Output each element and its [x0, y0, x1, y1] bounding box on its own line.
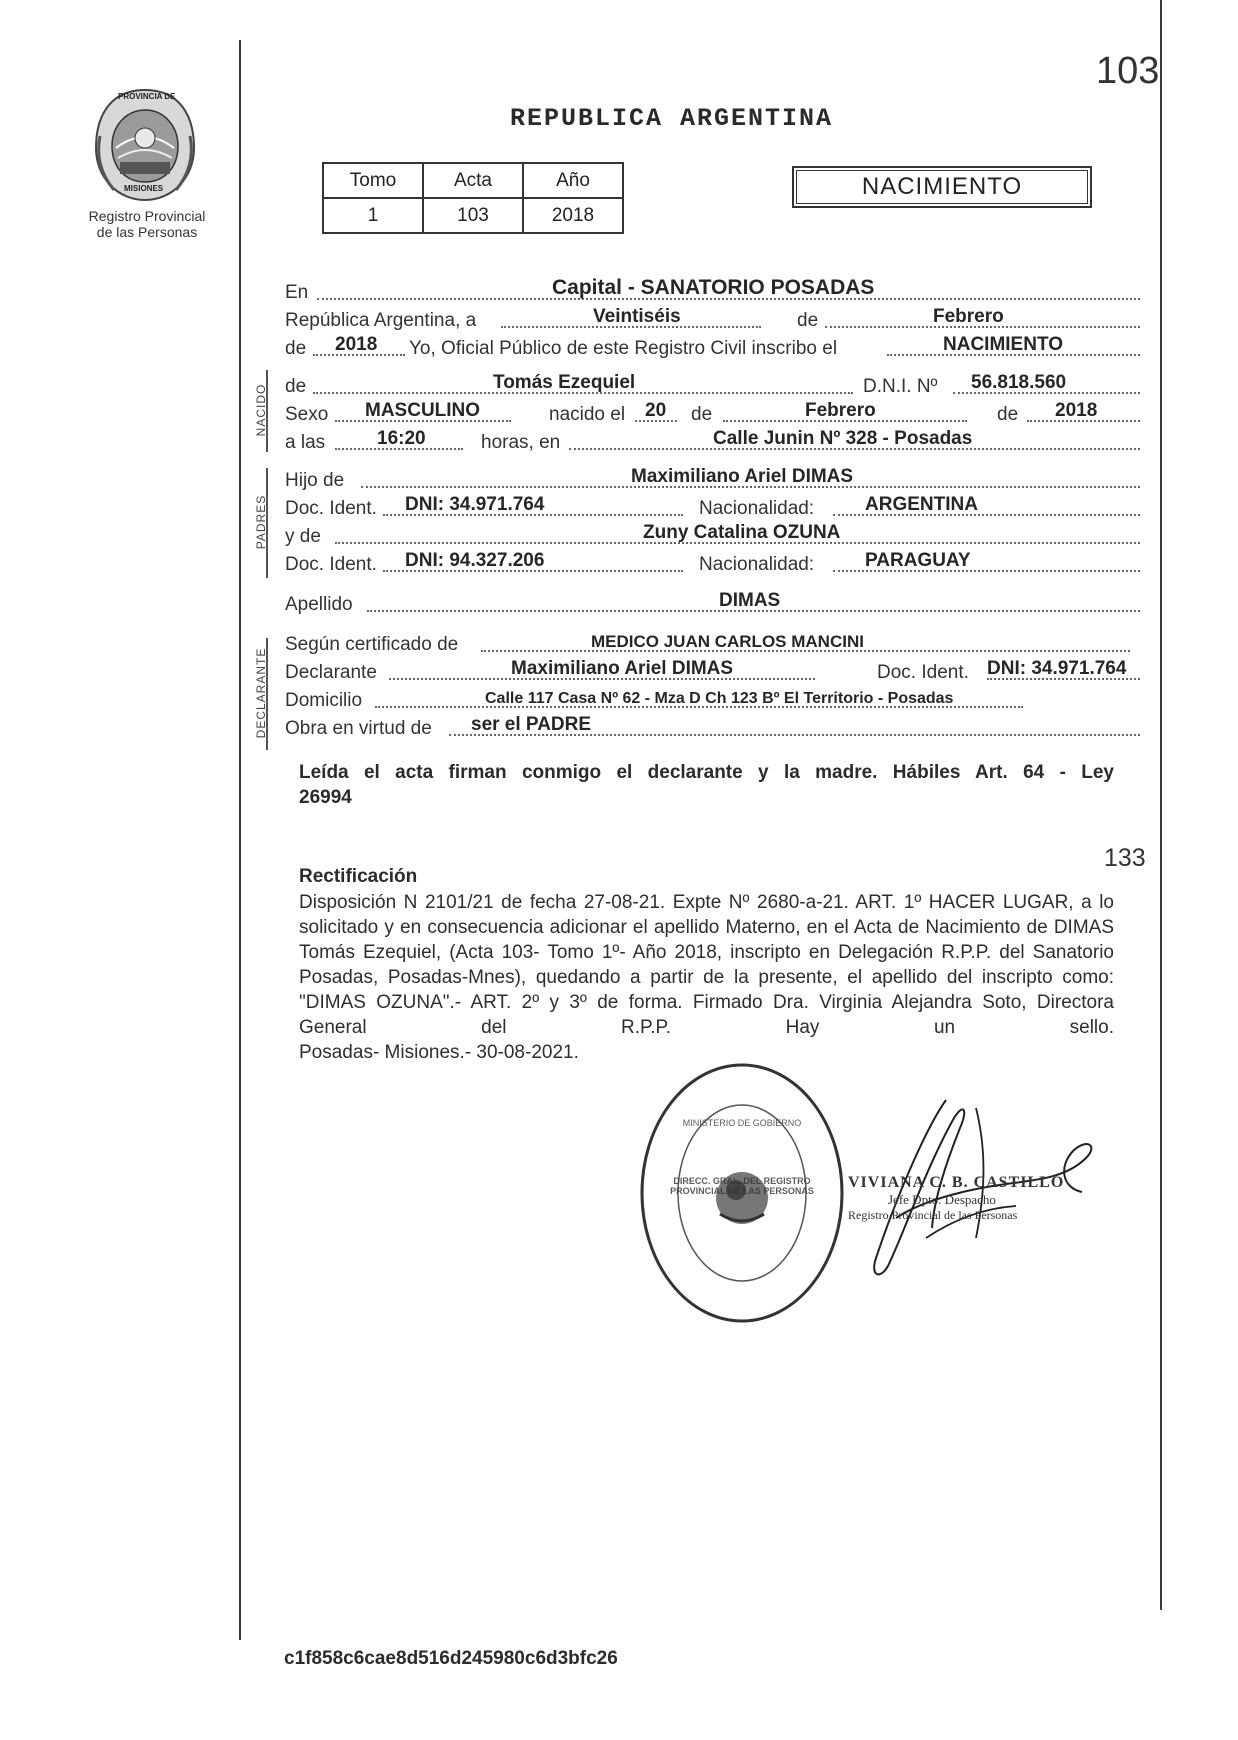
- obra-label: Obra en virtud de: [285, 718, 432, 739]
- rectificacion-title: Rectificación: [299, 866, 418, 887]
- form-row-mother-doc: [285, 550, 1140, 578]
- official-seal-stamp: [636, 1058, 848, 1328]
- declarante-section-label: DECLARANTE: [254, 647, 268, 739]
- logo-seal-text-bottom: MISIONES: [124, 184, 164, 193]
- rectificacion-number: 133: [1104, 844, 1146, 872]
- registry-header-tomo: Tomo: [323, 163, 423, 198]
- de-label-3: de: [691, 404, 713, 425]
- registry-table: [322, 162, 624, 234]
- form-row-apellido: [285, 590, 1140, 618]
- mother-nationality-value: PARAGUAY: [865, 550, 971, 571]
- sexo-label: Sexo: [285, 404, 329, 425]
- nacido-section-label: NACIDO: [254, 383, 268, 437]
- father-name-value: Maximiliano Ariel DIMAS: [631, 466, 854, 487]
- doc-ident-label-2: Doc. Ident.: [285, 554, 377, 575]
- father-doc-value: DNI: 34.971.764: [405, 494, 545, 515]
- apellido-value: DIMAS: [719, 590, 781, 611]
- signature-stamp-line2: Jefe Dpto. Despacho: [888, 1192, 996, 1207]
- signature-stamp-line3: Registro Provincial de las Personas: [848, 1208, 1018, 1222]
- form-row-certificado: [285, 630, 1140, 658]
- child-name-value: Tomás Ezequiel: [493, 372, 636, 393]
- closing-line-1: Leída el acta firman conmigo el declarante y la madre. Hábiles Art. 64 - Ley: [299, 762, 1114, 783]
- form-row-place: [285, 278, 1140, 306]
- doc-ident-label-3: Doc. Ident.: [877, 662, 969, 683]
- obra-value: ser el PADRE: [471, 714, 592, 735]
- de-label-4: de: [997, 404, 1019, 425]
- mother-name-value: Zuny Catalina OZUNA: [643, 522, 841, 543]
- segun-label: Según certificado de: [285, 634, 459, 655]
- registry-table-value-row: [323, 198, 623, 233]
- republica-label: República Argentina, a: [285, 310, 477, 331]
- rectificacion-body: [299, 890, 1114, 1065]
- registry-value-acta: 103: [423, 198, 523, 233]
- padres-section-label: PADRES: [254, 494, 268, 550]
- mother-doc-value: DNI: 94.327.206: [405, 550, 545, 571]
- birth-time-value: 16:20: [377, 428, 426, 449]
- province-logo: [90, 86, 200, 204]
- birth-day-value: 20: [645, 400, 667, 421]
- registry-value-anio: 2018: [523, 198, 623, 233]
- left-margin-rule: [239, 40, 241, 1640]
- closing-statement: [299, 760, 1114, 810]
- registry-header-anio: Año: [523, 163, 623, 198]
- dni-label: D.N.I. Nº: [863, 376, 938, 397]
- registry-value-tomo: 1: [323, 198, 423, 233]
- birth-year-value: 2018: [1055, 400, 1098, 421]
- rectificacion-body-text: Disposición N 2101/21 de fecha 27-08-21. Expte Nº 2680-a-21. ART. 1º HACER LUGAR, a lo solicitado y en consecuencia adicionar el apellido Materno, en el Acta de Nacimiento de DIMAS Tomás Ezequiel, (Acta 103- Tomo 1º- Año 2018, inscripto en Delegación R.P.P. del Sanatorio Posadas, Posadas-Mnes), quedando a partir de la presente, el apellido del inscripto como: "DIMAS OZUNA".- ART. 2º y 3º de forma. Firmado Dra. Virginia Alejandra Soto, Directora General del R.P.P. Hay un sello.: [299, 892, 1114, 1038]
- form-row-obra: [285, 714, 1140, 742]
- domicilio-value: Calle 117 Casa Nº 62 - Mza D Ch 123 Bº El Territorio - Posadas: [485, 690, 954, 707]
- form-row-date: [285, 306, 1140, 334]
- birth-place-value: Calle Junin Nº 328 - Posadas: [713, 428, 973, 449]
- form-row-inscribo: [285, 334, 1140, 362]
- day-words-value: Veintiséis: [593, 306, 681, 327]
- form-row-father: [285, 466, 1140, 494]
- registry-header-acta: Acta: [423, 163, 523, 198]
- de-label: de: [797, 310, 819, 331]
- logo-caption-line2: de las Personas: [96, 224, 198, 240]
- form-row-domicilio: [285, 686, 1140, 714]
- place-value: Capital - SANATORIO POSADAS: [552, 276, 875, 299]
- right-margin-rule: [1160, 0, 1162, 1610]
- form-row-sex: [285, 400, 1140, 428]
- month-value: Febrero: [933, 306, 1004, 327]
- declarante-label: Declarante: [285, 662, 377, 683]
- a-las-label: a las: [285, 432, 326, 453]
- apellido-label: Apellido: [285, 594, 353, 615]
- inscribo-label: Yo, Oficial Público de este Registro Civil inscribo el: [409, 338, 838, 359]
- form-row-mother: [285, 522, 1140, 550]
- birth-month-value: Febrero: [805, 400, 876, 421]
- page-number: 103: [1096, 50, 1160, 92]
- logo-caption-line1: Registro Provincial: [88, 208, 206, 224]
- y-de-label: y de: [285, 526, 321, 547]
- domicilio-label: Domicilio: [285, 690, 363, 711]
- en-label: En: [285, 282, 309, 303]
- year-value: 2018: [335, 334, 378, 355]
- declarante-doc-value: DNI: 34.971.764: [987, 658, 1127, 679]
- form-row-child-name: [285, 372, 1140, 400]
- seal-ring-text: DIRECC. GRAL. DEL REGISTRO PROVINCIAL DE LAS PERSONAS: [670, 1176, 814, 1196]
- child-dni-value: 56.818.560: [971, 372, 1067, 393]
- registry-table-header-row: [323, 163, 623, 198]
- rectificacion-last-line: Posadas- Misiones.- 30-08-2021.: [299, 1042, 579, 1063]
- form-row-time-place: [285, 428, 1140, 456]
- form-row-declarante: [285, 658, 1140, 686]
- father-nationality-value: ARGENTINA: [865, 494, 978, 515]
- certificado-value: MEDICO JUAN CARLOS MANCINI: [591, 632, 864, 651]
- seal-inner-text: MINISTERIO DE GOBIERNO: [682, 1118, 802, 1128]
- logo-caption: [52, 208, 242, 240]
- de-name-label: de: [285, 376, 307, 397]
- doc-ident-label: Doc. Ident.: [285, 498, 377, 519]
- nacido-el-label: nacido el: [549, 404, 626, 425]
- hijo-de-label: Hijo de: [285, 470, 345, 491]
- signature-stamp-line1: VIVIANA C. B. CASTILLO: [848, 1174, 1065, 1191]
- de-label-2: de: [285, 338, 307, 359]
- document-hash: c1f858c6cae8d516d245980c6d3bfc26: [284, 1648, 618, 1669]
- nacionalidad-label: Nacionalidad:: [699, 498, 815, 519]
- logo-seal-text-top: PROVINCIA DE: [118, 92, 176, 101]
- inscribo-value: NACIMIENTO: [943, 334, 1063, 355]
- signature-stamp: [848, 1174, 1078, 1223]
- form-row-father-doc: [285, 494, 1140, 522]
- horas-en-label: horas, en: [481, 432, 561, 453]
- nacionalidad-label-2: Nacionalidad:: [699, 554, 815, 575]
- record-type-box: NACIMIENTO: [792, 166, 1092, 208]
- closing-line-2: 26994: [299, 787, 352, 808]
- sexo-value: MASCULINO: [365, 400, 481, 421]
- declarante-value: Maximiliano Ariel DIMAS: [511, 658, 734, 679]
- country-title: REPUBLICA ARGENTINA: [510, 104, 834, 133]
